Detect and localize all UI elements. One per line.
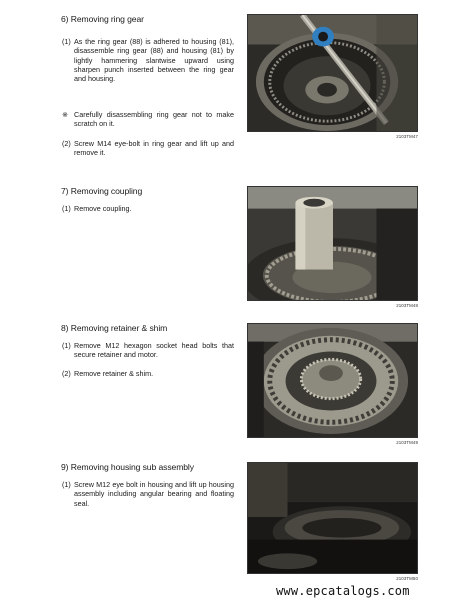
paragraph-text: Remove retainer & shim. <box>74 369 154 378</box>
paragraph <box>62 369 234 378</box>
section-title: 8) Removing retainer & shim <box>61 323 168 333</box>
note-symbol: ※ <box>62 110 69 119</box>
paragraph-number: (1) <box>62 37 71 46</box>
photo-code: 2103TM48 <box>396 303 418 308</box>
paragraph <box>62 139 234 158</box>
paragraph <box>62 480 234 508</box>
paragraph-number: (1) <box>62 341 71 350</box>
paragraph <box>62 37 234 83</box>
paragraph-number: (1) <box>62 204 71 213</box>
photo-code: 2103TM47 <box>396 134 418 139</box>
paragraph-text: Remove coupling. <box>74 204 132 213</box>
section-title: 6) Removing ring gear <box>61 14 144 24</box>
photo-coupling <box>247 186 418 301</box>
paragraph-number: (2) <box>62 139 71 148</box>
watermark[interactable]: www.epcatalogs.com <box>276 584 410 598</box>
section-title: 7) Removing coupling <box>61 186 143 196</box>
photo-housing-assembly <box>247 462 418 574</box>
paragraph-note <box>62 110 234 129</box>
paragraph-text: Screw M14 eye-bolt in ring gear and lift up and remove it. <box>74 139 234 158</box>
photo-retainer-shim <box>247 323 418 438</box>
paragraph <box>62 204 234 213</box>
paragraph <box>62 341 234 360</box>
photo-code: 2103TM50 <box>396 576 418 581</box>
paragraph-text: As the ring gear (88) is adhered to housing (81), disassemble ring gear (88) and housing (81) by lightly hammering slantwise upward using sharpen punch inserted between the ring gear and housing. <box>74 37 234 84</box>
paragraph-text: Remove M12 hexagon socket head bolts that secure retainer and motor. <box>74 341 234 360</box>
paragraph-number: (1) <box>62 480 71 489</box>
photo-ring-gear <box>247 14 418 132</box>
paragraph-number: (2) <box>62 369 71 378</box>
paragraph-text: Screw M12 eye bolt in housing and lift up housing assembly including angular bearing and floating seal. <box>74 480 234 508</box>
section-title: 9) Removing housing sub assembly <box>61 462 194 472</box>
photo-code: 2103TM49 <box>396 440 418 445</box>
paragraph-text: Carefully disassembling ring gear not to make scratch on it. <box>74 110 234 129</box>
